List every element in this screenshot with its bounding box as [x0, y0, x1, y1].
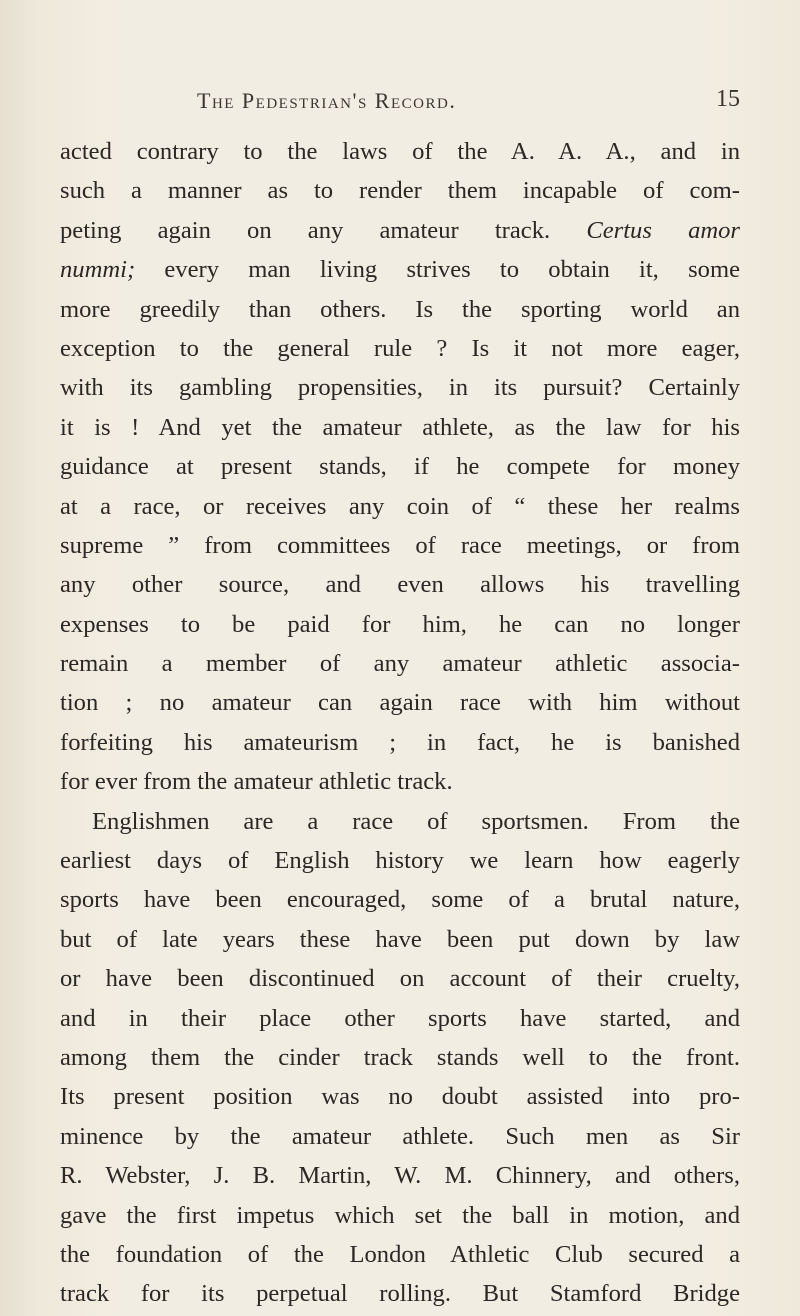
- running-title: The Pedestrian's Record.: [197, 88, 457, 113]
- text-line-7: with its gambling propensities, in its pursuit? Certainly: [60, 374, 740, 402]
- text-line-19: earliest days of English history we learn how eagerly: [60, 847, 740, 875]
- text-line-5: more greedily than others. Is the sporting world an: [60, 295, 740, 323]
- text-line-22: or have been discontinued on account of their cruelty,: [60, 965, 740, 993]
- text-line-14: remain a member of any amateur athletic associa-: [60, 650, 740, 678]
- text-line-8: it is ! And yet the amateur athlete, as the law for his: [60, 413, 740, 441]
- page-number: 15: [716, 86, 740, 112]
- text-line-4-roman: every man living strives to obtain it, some: [164, 256, 740, 284]
- latin-phrase-end: nummi;: [60, 256, 136, 284]
- text-line-1: acted contrary to the laws of the A. A. A., and in: [60, 138, 740, 165]
- text-line-28: gave the first impetus which set the ball in motion, and: [60, 1201, 740, 1229]
- text-line-6: exception to the general rule ? Is it not more eager,: [60, 334, 740, 362]
- text-line-9: guidance at present stands, if he compete for money: [60, 453, 740, 481]
- text-line-26: minence by the amateur athlete. Such men as Sir: [60, 1122, 740, 1150]
- text-line-21: but of late years these have been put down by law: [60, 925, 740, 953]
- body-text: [60, 132, 740, 1314]
- text-line-11: supreme ” from committees of race meetings, or from: [60, 531, 740, 559]
- text-line-12: any other source, and even allows his travelling: [60, 571, 740, 599]
- text-line-20: sports have been encouraged, some of a brutal nature,: [60, 886, 740, 914]
- text-line-3-roman: peting again on any amateur track.: [60, 216, 551, 244]
- text-line-16: forfeiting his amateurism ; in fact, he is banished: [60, 728, 740, 756]
- text-line-2: such a manner as to render them incapable of com-: [60, 177, 740, 205]
- text-line-13: expenses to be paid for him, he can no longer: [60, 610, 740, 638]
- text-line-18: Englishmen are a race of sportsmen. From the: [92, 807, 740, 835]
- text-line-17: for ever from the amateur athletic track.: [60, 768, 453, 796]
- running-head: [60, 88, 740, 118]
- text-line-15: tion ; no amateur can again race with him without: [60, 689, 740, 717]
- text-line-25: Its present position was no doubt assisted into pro-: [60, 1083, 740, 1111]
- text-line-24: among them the cinder track stands well to the front.: [60, 1043, 740, 1071]
- text-line-10: at a race, or receives any coin of “ these her realms: [60, 492, 740, 520]
- latin-phrase: Certus amor: [586, 216, 740, 244]
- text-line-23: and in their place other sports have started, and: [60, 1004, 740, 1032]
- text-line-27: R. Webster, J. B. Martin, W. M. Chinnery, and others,: [60, 1162, 740, 1190]
- text-line-30: track for its perpetual rolling. But Stamford Bridge: [60, 1280, 740, 1308]
- text-line-3: [60, 211, 740, 250]
- text-line-29: the foundation of the London Athletic Club secured a: [60, 1240, 740, 1268]
- text-line-4: [60, 250, 740, 289]
